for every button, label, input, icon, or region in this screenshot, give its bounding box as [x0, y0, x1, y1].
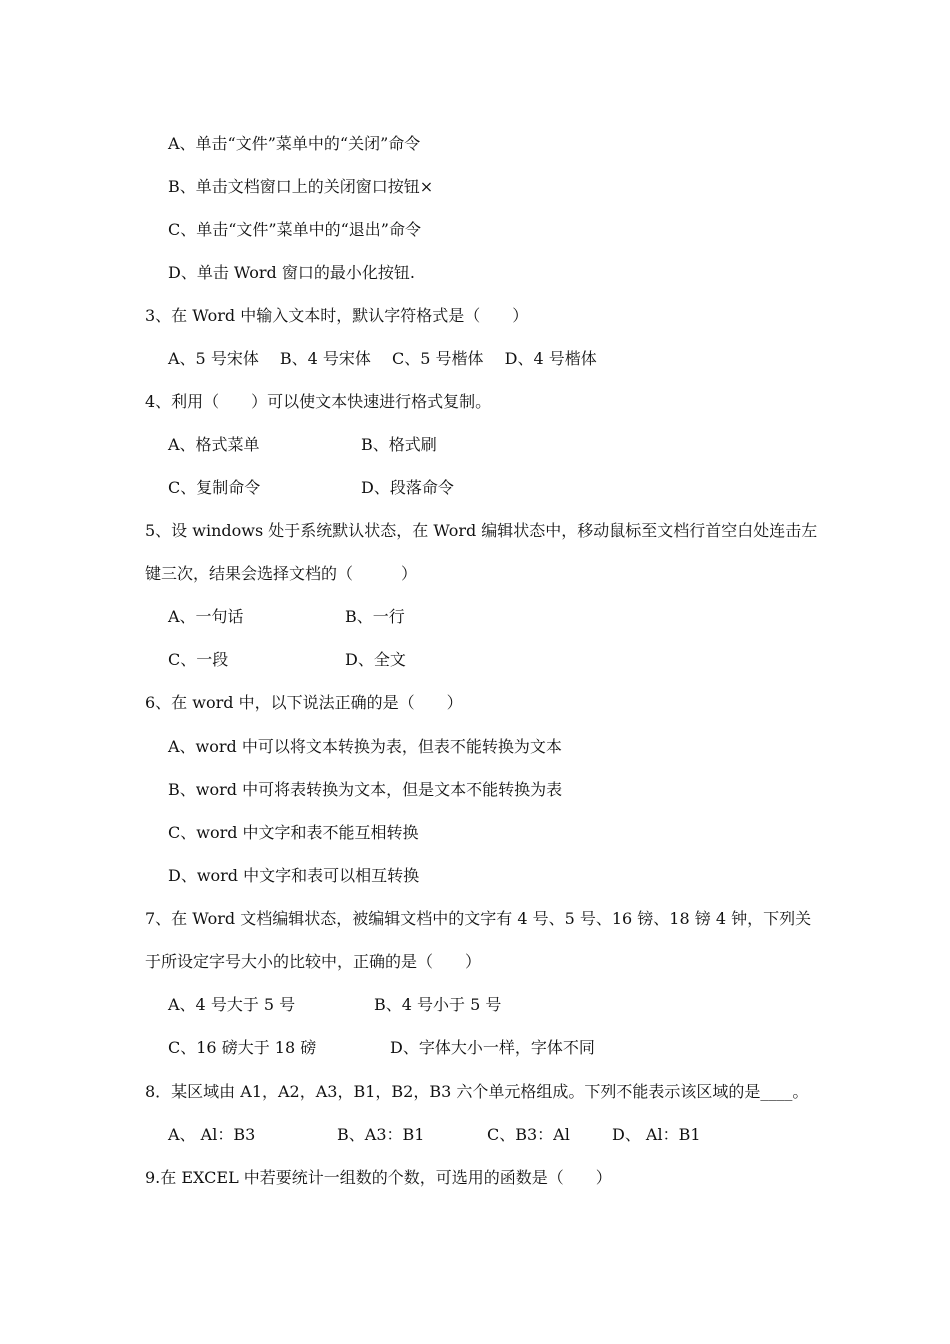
q5-stem-line2: 键三次，结果会选择文档的（ ） [145, 564, 418, 583]
q8-option-b: B、A3：B1 [337, 1125, 425, 1144]
q7-stem-line1: 7、在 Word 文档编辑状态，被编辑文档中的文字有 4 号、5 号、16 镑、18 镑 4 钟，下列关 [145, 909, 812, 928]
q5-stem-line1: 5、设 windows 处于系统默认状态，在 Word 编辑状态中，移动鼠标至文档行首空白处连击左 [145, 521, 818, 540]
q7-option-b: B、4 号小于 5 号 [374, 995, 502, 1014]
q5-option-b: B、一行 [345, 607, 405, 626]
q3-stem: 3、在 Word 中输入文本时，默认字符格式是（ ） [145, 306, 529, 325]
q4-option-b: B、格式刷 [361, 435, 437, 454]
q9-stem: 9.在 EXCEL 中若要统计一组数的个数，可选用的函数是（ ） [145, 1168, 612, 1187]
q4-option-a: A、格式菜单 [168, 435, 260, 454]
q8-option-c: C、B3：Al [487, 1125, 570, 1144]
q8-option-d: D、 Al：B1 [612, 1125, 701, 1144]
q2-option-d: D、单击 Word 窗口的最小化按钮. [168, 263, 415, 282]
q6-stem: 6、在 word 中，以下说法正确的是（ ） [145, 693, 463, 712]
q6-option-b: B、word 中可将表转换为文本，但是文本不能转换为表 [168, 780, 563, 799]
q2-option-c: C、单击“文件”菜单中的“退出”命令 [168, 220, 421, 239]
q4-stem: 4、利用（ ）可以使文本快速进行格式复制。 [145, 392, 492, 411]
q5-option-a: A、一句话 [168, 607, 244, 626]
q6-option-d: D、word 中文字和表可以相互转换 [168, 866, 420, 885]
q5-option-d: D、全文 [345, 650, 406, 669]
q8-stem: 8．某区域由 A1，A2，A3，B1，B2，B3 六个单元格组成。下列不能表示该区域的是____。 [145, 1082, 809, 1101]
q7-stem-line2: 于所设定字号大小的比较中，正确的是（ ） [145, 952, 482, 971]
q8-option-a: A、 Al：B3 [168, 1125, 256, 1144]
q4-option-c: C、复制命令 [168, 478, 261, 497]
q2-option-b: B、单击文档窗口上的关闭窗口按钮× [168, 177, 434, 196]
q3-options: A、5 号宋体 B、4 号宋体 C、5 号楷体 D、4 号楷体 [168, 349, 597, 368]
q4-option-d: D、段落命令 [361, 478, 454, 497]
q5-option-c: C、一段 [168, 650, 229, 669]
q7-option-a: A、4 号大于 5 号 [168, 995, 296, 1014]
q2-option-a: A、单击“文件”菜单中的“关闭”命令 [168, 134, 421, 153]
q6-option-c: C、word 中文字和表不能互相转换 [168, 823, 419, 842]
q7-option-c: C、16 磅大于 18 磅 [168, 1038, 317, 1057]
q7-option-d: D、字体大小一样，字体不同 [390, 1038, 595, 1057]
q6-option-a: A、word 中可以将文本转换为表，但表不能转换为文本 [168, 737, 562, 756]
